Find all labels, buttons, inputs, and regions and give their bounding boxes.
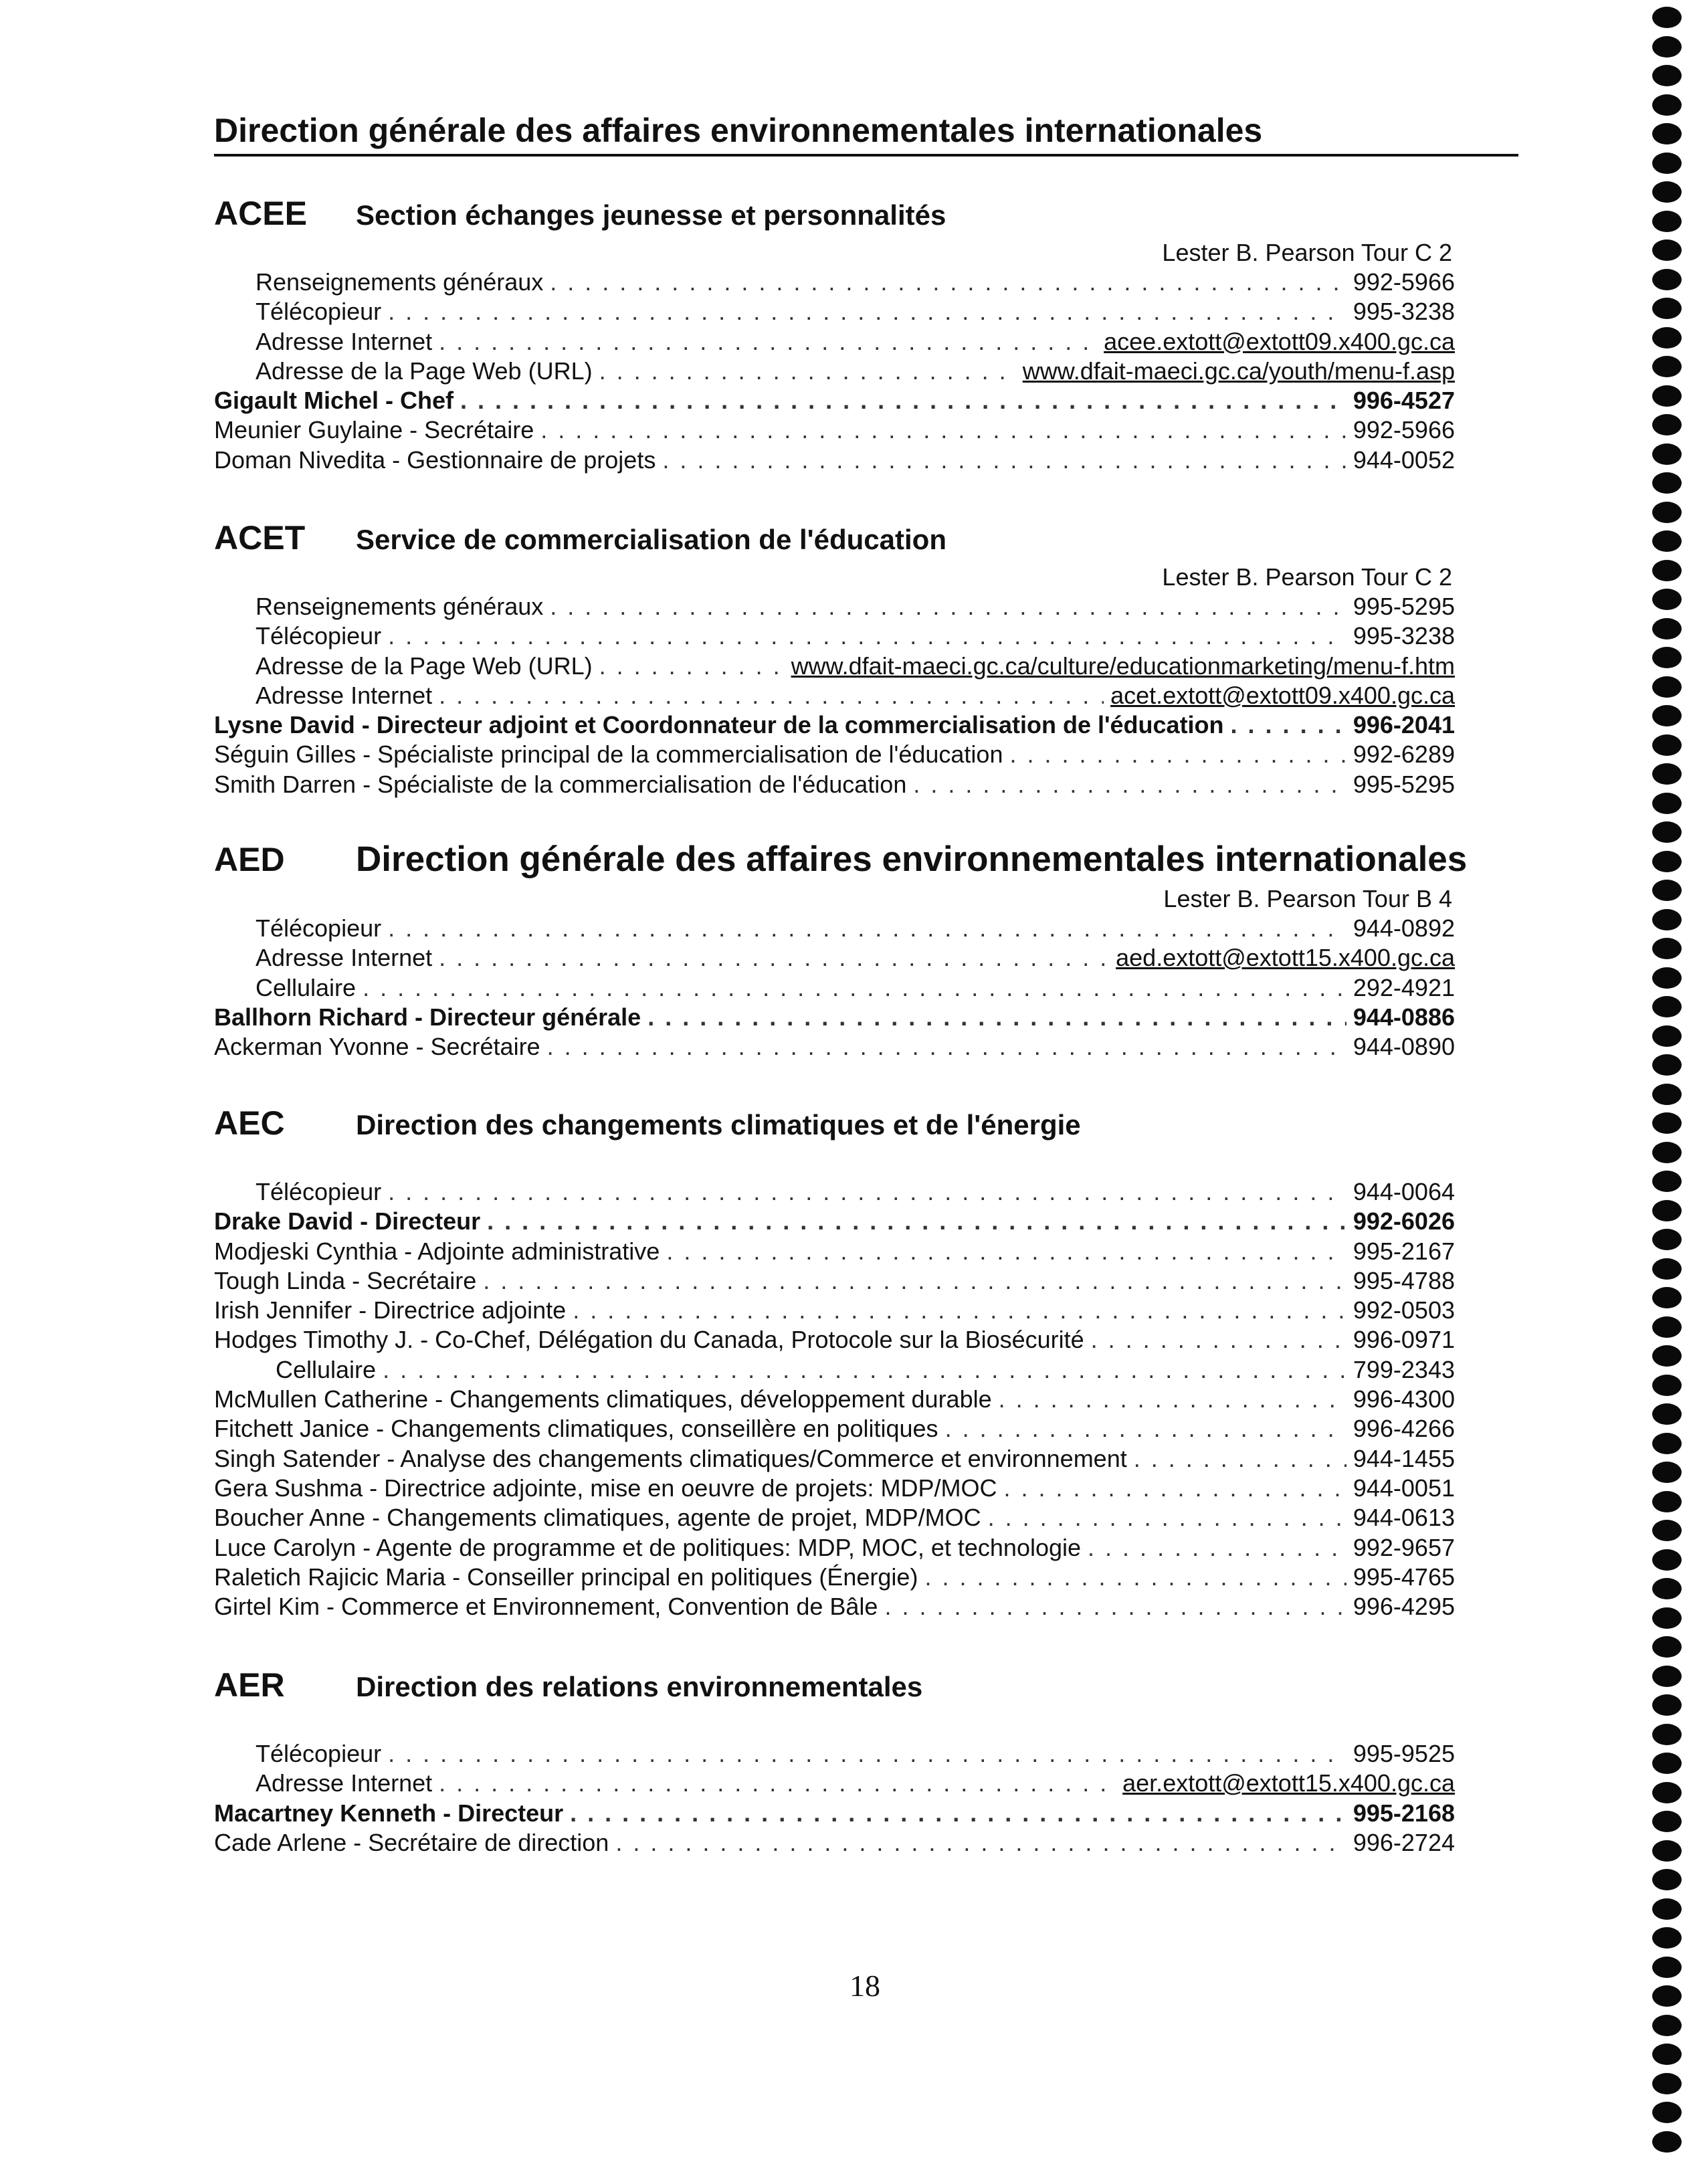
entry-label: Adresse Internet: [256, 944, 433, 972]
phone-number: 996-0971: [1353, 1326, 1455, 1354]
fax-number: 944-0892: [1353, 914, 1455, 942]
directory-row: [214, 1266, 1455, 1296]
directory-row: [214, 297, 1455, 326]
section-code: ACET: [214, 519, 306, 557]
directory-row: [214, 445, 1455, 475]
binding-hole: [1652, 1025, 1682, 1047]
entry-label: Modjeski Cynthia - Adjointe administrative: [214, 1237, 660, 1265]
binding-hole: [1652, 851, 1682, 872]
directory-row: [214, 1385, 1455, 1414]
leader-dots: [487, 1207, 1346, 1236]
section-header: [214, 1666, 1455, 1710]
directory-row: [214, 1444, 1455, 1474]
entry-label: Girtel Kim - Commerce et Environnement, Convention de Bâle: [214, 1593, 878, 1621]
entry-label: Raletich Rajicic Maria - Conseiller principal en politiques (Énergie): [214, 1563, 918, 1591]
entry-label: Télécopieur: [256, 914, 382, 942]
binding-hole: [1652, 1258, 1682, 1280]
binding-hole: [1652, 327, 1682, 349]
section-address-blank: [214, 1710, 1455, 1739]
binding-hole: [1652, 1898, 1682, 1920]
directory-row: [214, 1325, 1455, 1355]
directory-row: [214, 621, 1455, 651]
phone-number: 996-4295: [1353, 1593, 1455, 1621]
page-number: 18: [850, 1969, 880, 2003]
phone-number: 992-6026: [1353, 1207, 1455, 1235]
email-link[interactable]: acee.extott@extott09.x400.gc.ca: [1104, 327, 1455, 355]
directory-row: [214, 1207, 1455, 1236]
binding-hole: [1652, 1724, 1682, 1745]
binding-holes: [1652, 7, 1686, 2160]
entry-label: Drake David - Directeur: [214, 1207, 481, 1235]
binding-hole: [1652, 1869, 1682, 1890]
binding-hole: [1652, 472, 1682, 494]
entry-label: Adresse Internet: [256, 327, 433, 355]
phone-number: 995-4788: [1353, 1266, 1455, 1294]
phone-number: 799-2343: [1353, 1355, 1455, 1383]
directory-row: [214, 592, 1455, 621]
binding-hole: [1652, 909, 1682, 930]
phone-number: 292-4921: [1353, 973, 1455, 1001]
leader-dots: [1231, 710, 1346, 740]
binding-hole: [1652, 1375, 1682, 1396]
phone-number: 996-4266: [1353, 1415, 1455, 1443]
entry-label: Télécopieur: [256, 1178, 382, 1205]
directory-row: [214, 770, 1455, 799]
binding-hole: [1652, 1054, 1682, 1076]
binding-hole: [1652, 123, 1682, 144]
binding-hole: [1652, 880, 1682, 901]
section-code: AEC: [214, 1104, 285, 1142]
binding-hole: [1652, 385, 1682, 407]
binding-hole: [1652, 1462, 1682, 1483]
phone-number: 995-5295: [1353, 770, 1455, 798]
phone-number: 992-6289: [1353, 740, 1455, 769]
section-name: Direction des relations environnementales: [356, 1671, 923, 1702]
entry-label: Meunier Guylaine - Secrétaire: [214, 416, 534, 444]
binding-hole: [1652, 65, 1682, 86]
binding-hole: [1652, 36, 1682, 58]
directory-row: [214, 415, 1455, 445]
leader-dots: [363, 973, 1346, 1003]
binding-hole: [1652, 414, 1682, 435]
binding-hole: [1652, 1578, 1682, 1599]
section-address: Lester B. Pearson Tour B 4: [1163, 885, 1452, 912]
page-title: Direction générale des affaires environnementales internationales: [214, 111, 1518, 157]
binding-hole: [1652, 1491, 1682, 1512]
leader-dots: [383, 1355, 1346, 1385]
entry-label: Singh Satender - Analyse des changements climatiques/Commerce et environnement: [214, 1444, 1127, 1472]
section-header: [214, 839, 1468, 884]
entry-label: Adresse de la Page Web (URL): [256, 357, 593, 385]
directory-row: [214, 740, 1455, 769]
section-address: Lester B. Pearson Tour C 2: [1162, 239, 1452, 266]
binding-hole: [1652, 1112, 1682, 1134]
binding-hole: [1652, 2131, 1682, 2153]
leader-dots: [388, 1739, 1346, 1769]
binding-hole: [1652, 181, 1682, 203]
binding-hole: [1652, 1084, 1682, 1105]
entry-label: Télécopieur: [256, 1740, 382, 1767]
entry-label: Cellulaire: [256, 973, 357, 1001]
binding-hole: [1652, 1636, 1682, 1658]
entry-label: Fitchett Janice - Changements climatiques, conseillère en politiques: [214, 1415, 938, 1443]
phone-number: 944-0052: [1353, 445, 1455, 474]
leader-dots: [388, 1177, 1346, 1207]
binding-hole: [1652, 1666, 1682, 1687]
leader-dots: [647, 1003, 1346, 1032]
entry-label: Télécopieur: [256, 298, 382, 326]
email-link[interactable]: acet.extott@extott09.x400.gc.ca: [1110, 681, 1455, 709]
entry-label: Renseignements généraux: [256, 268, 544, 296]
leader-dots: [573, 1296, 1346, 1325]
entry-label: Adresse Internet: [256, 1769, 433, 1797]
phone-number: 995-2168: [1353, 1799, 1455, 1827]
leader-dots: [599, 652, 785, 681]
phone-number: 944-1455: [1353, 1444, 1455, 1472]
entry-label: Doman Nivedita - Gestionnaire de projets: [214, 445, 656, 474]
section-code: AER: [214, 1666, 285, 1704]
binding-hole: [1652, 1200, 1682, 1221]
binding-hole: [1652, 2044, 1682, 2065]
entry-label: Gigault Michel - Chef: [214, 387, 454, 415]
leader-dots: [666, 1237, 1346, 1266]
section-name: Direction des changements climatiques et de l'énergie: [356, 1109, 1081, 1140]
entry-label: Tough Linda - Secrétaire: [214, 1266, 477, 1294]
phone-number: 944-0886: [1353, 1003, 1455, 1031]
section-address: Lester B. Pearson Tour C 2: [1162, 563, 1452, 591]
section-header: [214, 518, 1455, 563]
entry-label: Hodges Timothy J. - Co-Chef, Délégation du Canada, Protocole sur la Biosécurité: [214, 1326, 1084, 1354]
entry-label: Smith Darren - Spécialiste de la commercialisation de l'éducation: [214, 770, 907, 798]
phone-number: 996-2041: [1353, 711, 1455, 739]
fax-number: 995-3238: [1353, 622, 1455, 650]
leader-dots: [439, 1769, 1116, 1798]
directory-row: [214, 914, 1455, 943]
binding-hole: [1652, 1694, 1682, 1716]
directory-row: [214, 1003, 1455, 1032]
phone-number: 995-5295: [1353, 593, 1455, 620]
entry-label: Adresse Internet: [256, 681, 433, 709]
phone-number: 996-2724: [1353, 1828, 1455, 1856]
leader-dots: [1003, 1474, 1346, 1503]
binding-hole: [1652, 793, 1682, 814]
section-aec: [214, 1104, 1455, 1621]
leader-dots: [945, 1414, 1346, 1444]
binding-hole: [1652, 211, 1682, 232]
email-link[interactable]: aer.extott@extott15.x400.gc.ca: [1122, 1769, 1455, 1797]
directory-row: [214, 268, 1455, 297]
binding-hole: [1652, 676, 1682, 698]
binding-hole: [1652, 2073, 1682, 2094]
binding-hole: [1652, 7, 1682, 28]
directory-row: [214, 1237, 1455, 1266]
binding-hole: [1652, 734, 1682, 756]
binding-hole: [1652, 239, 1682, 261]
phone-number: 944-0613: [1353, 1504, 1455, 1532]
phone-number: 992-0503: [1353, 1296, 1455, 1324]
leader-dots: [388, 621, 1346, 651]
section-code: AED: [214, 841, 285, 878]
phone-number: 996-4300: [1353, 1385, 1455, 1413]
leader-dots: [483, 1266, 1346, 1296]
binding-hole: [1652, 153, 1682, 174]
binding-hole: [1652, 1433, 1682, 1454]
entry-label: Gera Sushma - Directrice adjointe, mise en oeuvre de projets: MDP/MOC: [214, 1474, 997, 1502]
entry-label: Lysne David - Directeur adjoint et Coordonnateur de la commercialisation de l'éducation: [214, 711, 1224, 739]
entry-label: Cade Arlene - Secrétaire de direction: [214, 1828, 609, 1856]
entry-label: Boucher Anne - Changements climatiques, agente de projet, MDP/MOC: [214, 1504, 981, 1532]
directory-row: [214, 1769, 1455, 1798]
binding-hole: [1652, 1782, 1682, 1803]
binding-hole: [1652, 1753, 1682, 1774]
section-aed: [214, 839, 1468, 1062]
binding-hole: [1652, 589, 1682, 610]
directory-row: [214, 1474, 1455, 1503]
binding-hole: [1652, 763, 1682, 785]
entry-label: Macartney Kenneth - Directeur: [214, 1799, 564, 1827]
leader-dots: [924, 1563, 1346, 1592]
leader-dots: [439, 681, 1104, 710]
binding-hole: [1652, 1229, 1682, 1250]
email-link[interactable]: aed.extott@extott15.x400.gc.ca: [1116, 944, 1455, 972]
binding-hole: [1652, 705, 1682, 726]
entry-label: Télécopieur: [256, 622, 382, 650]
fax-number: 944-0064: [1353, 1178, 1455, 1205]
phone-number: 944-0051: [1353, 1474, 1455, 1502]
web-link[interactable]: www.dfait-maeci.gc.ca/youth/menu-f.asp: [1022, 357, 1455, 385]
binding-hole: [1652, 1927, 1682, 1949]
leader-dots: [1088, 1533, 1346, 1563]
leader-dots: [540, 415, 1346, 445]
binding-hole: [1652, 618, 1682, 639]
phone-number: 996-4527: [1353, 387, 1455, 415]
leader-dots: [1009, 740, 1346, 769]
directory-row: [214, 710, 1455, 740]
entry-label: Ackerman Yvonne - Secrétaire: [214, 1033, 540, 1061]
section-name: Service de commercialisation de l'éducation: [356, 524, 946, 555]
directory-row: [214, 1592, 1455, 1621]
phone-number: 944-0890: [1353, 1033, 1455, 1061]
leader-dots: [550, 592, 1346, 621]
leader-dots: [550, 268, 1346, 297]
fax-number: 995-3238: [1353, 298, 1455, 326]
binding-hole: [1652, 1287, 1682, 1308]
leader-dots: [1134, 1444, 1346, 1474]
directory-row: [214, 943, 1455, 973]
binding-hole: [1652, 821, 1682, 843]
directory-row: [214, 1828, 1455, 1858]
directory-row: [214, 652, 1455, 681]
binding-hole: [1652, 298, 1682, 319]
section-aer: [214, 1666, 1455, 1858]
binding-hole: [1652, 1142, 1682, 1163]
directory-row: [214, 327, 1455, 357]
binding-hole: [1652, 356, 1682, 377]
leader-dots: [884, 1592, 1346, 1621]
phone-number: 992-5966: [1353, 268, 1455, 296]
directory-row: [214, 973, 1455, 1003]
binding-hole: [1652, 1840, 1682, 1862]
binding-hole: [1652, 1985, 1682, 2007]
section-address-blank: [214, 1148, 1455, 1177]
leader-dots: [439, 327, 1097, 357]
binding-hole: [1652, 1607, 1682, 1629]
binding-hole: [1652, 1520, 1682, 1541]
entry-label: Séguin Gilles - Spécialiste principal de la commercialisation de l'éducation: [214, 740, 1003, 769]
leader-dots: [913, 770, 1346, 799]
phone-number: 995-2167: [1353, 1237, 1455, 1265]
section-name: Direction générale des affaires environnementales internationales: [356, 839, 1468, 879]
entry-label: Ballhorn Richard - Directeur générale: [214, 1003, 641, 1031]
leader-dots: [460, 386, 1346, 415]
directory-row: [214, 1414, 1455, 1444]
binding-hole: [1652, 2102, 1682, 2123]
directory-row: [214, 1032, 1455, 1062]
web-link[interactable]: www.dfait-maeci.gc.ca/culture/educationmarketing/menu-f.htm: [791, 652, 1455, 680]
entry-label: Cellulaire: [276, 1355, 377, 1383]
phone-number: 992-9657: [1353, 1533, 1455, 1561]
binding-hole: [1652, 647, 1682, 668]
leader-dots: [547, 1032, 1346, 1062]
directory-row: [214, 1799, 1455, 1828]
binding-hole: [1652, 269, 1682, 290]
directory-row: [214, 386, 1455, 415]
binding-hole: [1652, 1957, 1682, 1978]
leader-dots: [1091, 1325, 1346, 1355]
directory-row: [214, 1739, 1455, 1769]
phone-number: 995-4765: [1353, 1563, 1455, 1591]
leader-dots: [439, 943, 1109, 973]
directory-row: [214, 681, 1455, 710]
entry-label: McMullen Catherine - Changements climatiques, développement durable: [214, 1385, 992, 1413]
leader-dots: [388, 914, 1346, 943]
binding-hole: [1652, 996, 1682, 1017]
directory-row: [214, 1503, 1455, 1532]
directory-row: [214, 1355, 1455, 1385]
binding-hole: [1652, 2015, 1682, 2036]
section-name: Section échanges jeunesse et personnalités: [356, 199, 946, 231]
leader-dots: [599, 357, 1016, 386]
section-header: [214, 1104, 1455, 1148]
binding-hole: [1652, 1171, 1682, 1192]
binding-hole: [1652, 530, 1682, 552]
binding-hole: [1652, 1403, 1682, 1425]
entry-label: Luce Carolyn - Agente de programme et de politiques: MDP, MOC, et technologie: [214, 1533, 1082, 1561]
binding-hole: [1652, 938, 1682, 959]
directory-row: [214, 1177, 1455, 1207]
binding-hole: [1652, 94, 1682, 116]
directory-row: [214, 357, 1455, 386]
section-acee: [214, 194, 1455, 475]
directory-row: [214, 1563, 1455, 1592]
binding-hole: [1652, 443, 1682, 465]
leader-dots: [388, 297, 1346, 326]
section-code: ACEE: [214, 195, 307, 232]
leader-dots: [988, 1503, 1346, 1532]
leader-dots: [615, 1828, 1346, 1858]
section-acet: [214, 518, 1455, 799]
entry-label: Adresse de la Page Web (URL): [256, 652, 593, 680]
binding-hole: [1652, 502, 1682, 523]
directory-row: [214, 1296, 1455, 1325]
binding-hole: [1652, 1316, 1682, 1338]
section-header: [214, 194, 1455, 238]
binding-hole: [1652, 967, 1682, 989]
phone-number: 992-5966: [1353, 416, 1455, 444]
leader-dots: [662, 445, 1346, 475]
directory-row: [214, 1533, 1455, 1563]
binding-hole: [1652, 1345, 1682, 1367]
binding-hole: [1652, 1549, 1682, 1571]
fax-number: 995-9525: [1353, 1740, 1455, 1767]
leader-dots: [999, 1385, 1346, 1414]
entry-label: Irish Jennifer - Directrice adjointe: [214, 1296, 567, 1324]
entry-label: Renseignements généraux: [256, 593, 544, 620]
leader-dots: [570, 1799, 1346, 1828]
binding-hole: [1652, 1811, 1682, 1832]
binding-hole: [1652, 560, 1682, 581]
